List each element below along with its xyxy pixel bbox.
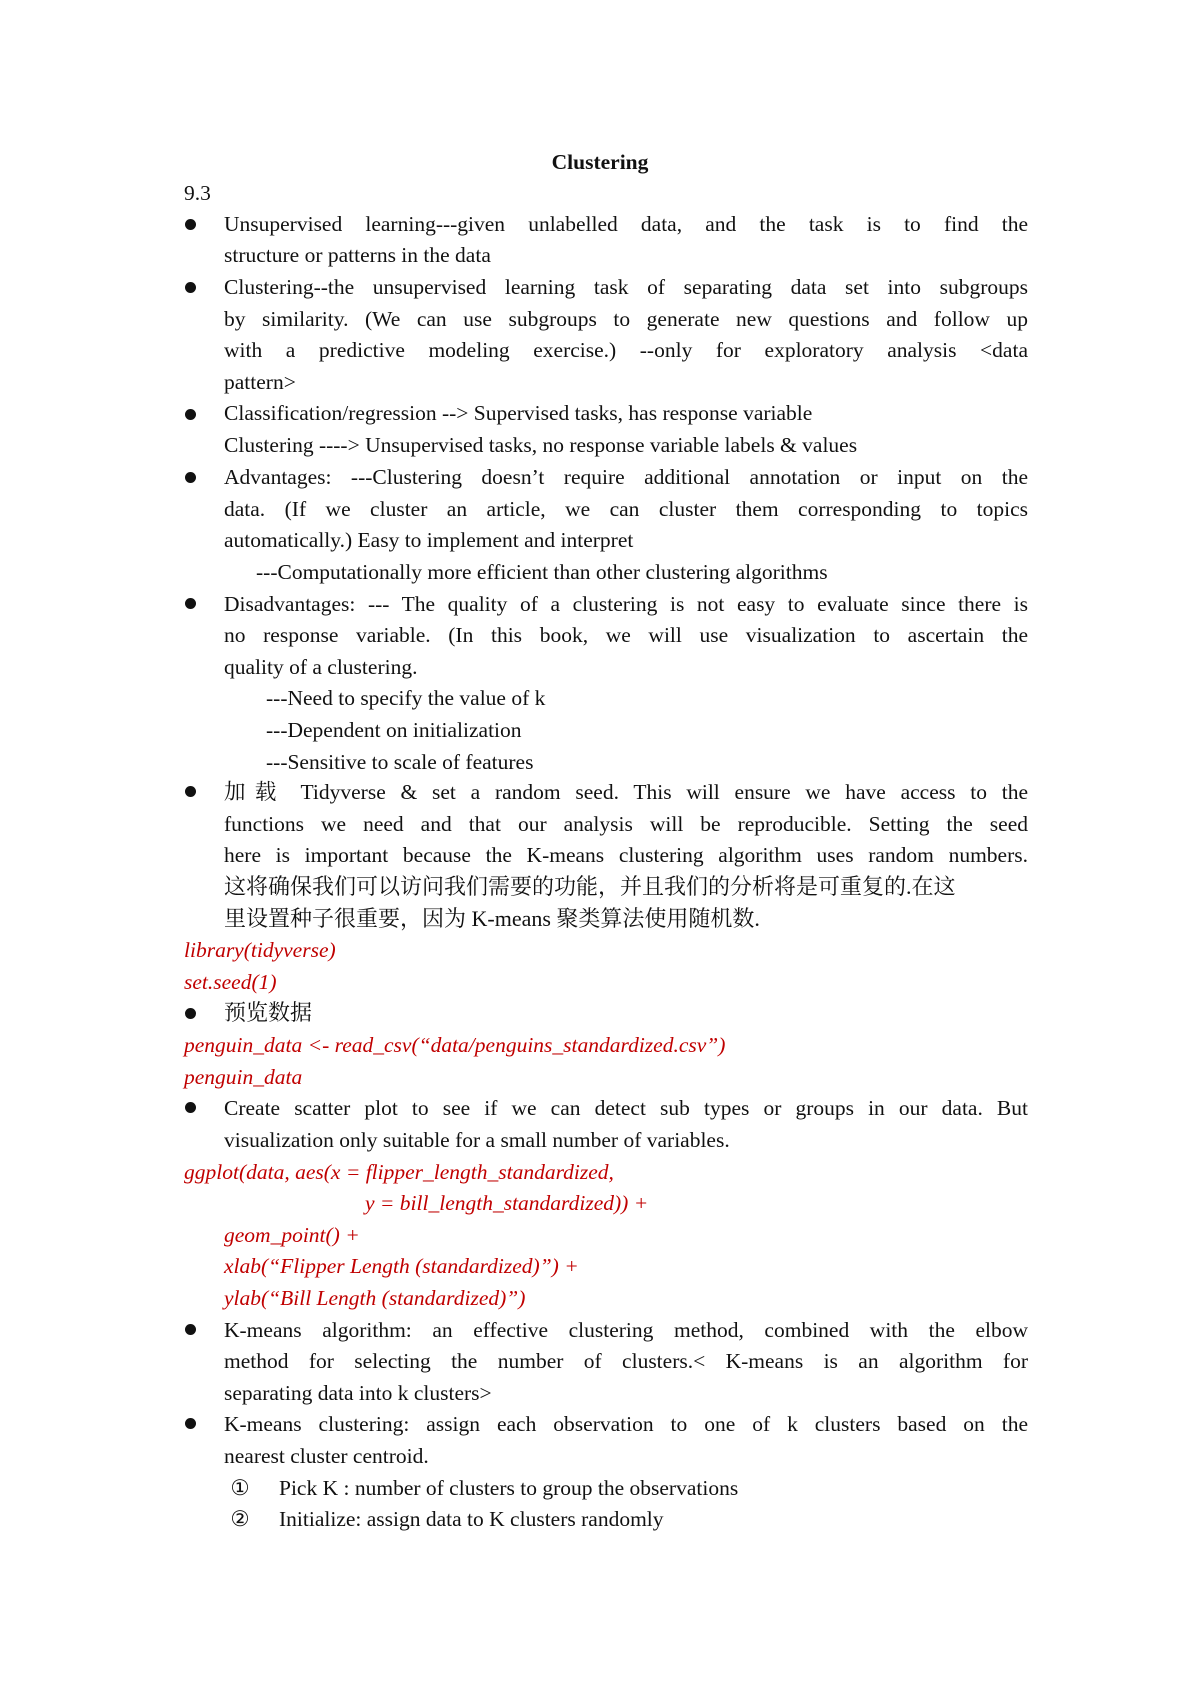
bullet-icon	[185, 472, 196, 483]
text-line: nearest cluster centroid.	[224, 1444, 429, 1468]
bullet-icon	[185, 598, 196, 609]
text-line: K-means clustering: assign each observation to one of k clusters based on the	[224, 1412, 1028, 1436]
code-line: penguin_data	[184, 1065, 303, 1089]
text-line: Disadvantages: --- The quality of a clustering is not easy to evaluate since there is	[224, 592, 1028, 616]
page-title: Clustering	[551, 150, 649, 174]
section-number: 9.3	[184, 181, 211, 205]
text-line: pattern>	[224, 370, 296, 394]
text-line: Unsupervised learning---given unlabelled data, and the task is to find the	[224, 212, 1028, 236]
text-line: ---Need to specify the value of k	[266, 686, 546, 710]
bullet-icon	[185, 1102, 196, 1113]
text-line: Initialize: assign data to K clusters randomly	[279, 1507, 664, 1531]
step-number	[229, 1504, 251, 1534]
bullet-icon	[185, 1324, 196, 1335]
text-line: data. (If we cluster an article, we can cluster them corresponding to topics	[224, 497, 1028, 521]
text-line: no response variable. (In this book, we will use visualization to ascertain the	[224, 623, 1028, 647]
bullet-icon	[185, 219, 196, 230]
bullet-icon	[185, 786, 196, 797]
text-line: with a predictive modeling exercise.) --only for exploratory analysis <data	[224, 338, 1028, 362]
code-line: set.seed(1)	[184, 970, 277, 994]
text-line: ---Dependent on initialization	[266, 718, 522, 742]
bullet-icon	[185, 1008, 196, 1019]
text-line: method for selecting the number of clusters.< K-means is an algorithm for	[224, 1349, 1028, 1373]
text-line: ---Computationally more efficient than other clustering algorithms	[256, 560, 828, 584]
text-line: Clustering--the unsupervised learning task of separating data set into subgroups	[224, 275, 1028, 299]
text-line: separating data into k clusters>	[224, 1381, 492, 1405]
text-line: 预览数据	[224, 1000, 313, 1025]
circled-two: ②	[230, 1507, 250, 1531]
code-line: y = bill_length_standardized)) +	[365, 1191, 649, 1215]
text-line: Classification/regression --> Supervised tasks, has response variable	[224, 401, 813, 425]
text-line: Create scatter plot to see if we can detect sub types or groups in our data. But	[224, 1096, 1028, 1120]
text-line: ---Sensitive to scale of features	[266, 750, 534, 774]
bullet-icon	[185, 282, 196, 293]
text-line: Pick K : number of clusters to group the observations	[279, 1476, 739, 1500]
code-line: ggplot(data, aes(x = flipper_length_standardized,	[184, 1160, 614, 1184]
text-line: automatically.) Easy to implement and interpret	[224, 528, 634, 552]
bullet-icon	[185, 1418, 196, 1429]
text-line: structure or patterns in the data	[224, 243, 491, 267]
text-line: 这将确保我们可以访问我们需要的功能，并且我们的分析将是可重复的.在这	[224, 874, 956, 899]
code-line: penguin_data <- read_csv(“data/penguins_standardized.csv”)	[184, 1033, 726, 1057]
code-line: geom_point() +	[224, 1223, 360, 1247]
text-line: quality of a clustering.	[224, 655, 418, 679]
code-line: ylab(“Bill Length (standardized)”)	[224, 1286, 526, 1310]
text-line: 里设置种子很重要，因为 K-means 聚类算法使用随机数.	[224, 906, 760, 931]
code-line: xlab(“Flipper Length (standardized)”) +	[224, 1254, 579, 1278]
text-line: by similarity. (We can use subgroups to generate new questions and follow up	[224, 307, 1028, 331]
text-line: Advantages: ---Clustering doesn’t require additional annotation or input on the	[224, 465, 1028, 489]
circled-one: ①	[230, 1476, 250, 1500]
bullet-icon	[185, 409, 196, 420]
text-line: K-means algorithm: an effective clustering method, combined with the elbow	[224, 1318, 1028, 1342]
code-line: library(tidyverse)	[184, 938, 336, 962]
text-line: Clustering ----> Unsupervised tasks, no response variable labels & values	[224, 433, 858, 457]
text-line: 加载 Tidyverse & set a random seed. This will ensure we have access to the	[224, 780, 1028, 804]
step-number	[229, 1473, 251, 1503]
text-line: here is important because the K-means clustering algorithm uses random numbers.	[224, 843, 1028, 867]
text-line: visualization only suitable for a small number of variables.	[224, 1128, 730, 1152]
text-line: functions we need and that our analysis will be reproducible. Setting the seed	[224, 812, 1028, 836]
